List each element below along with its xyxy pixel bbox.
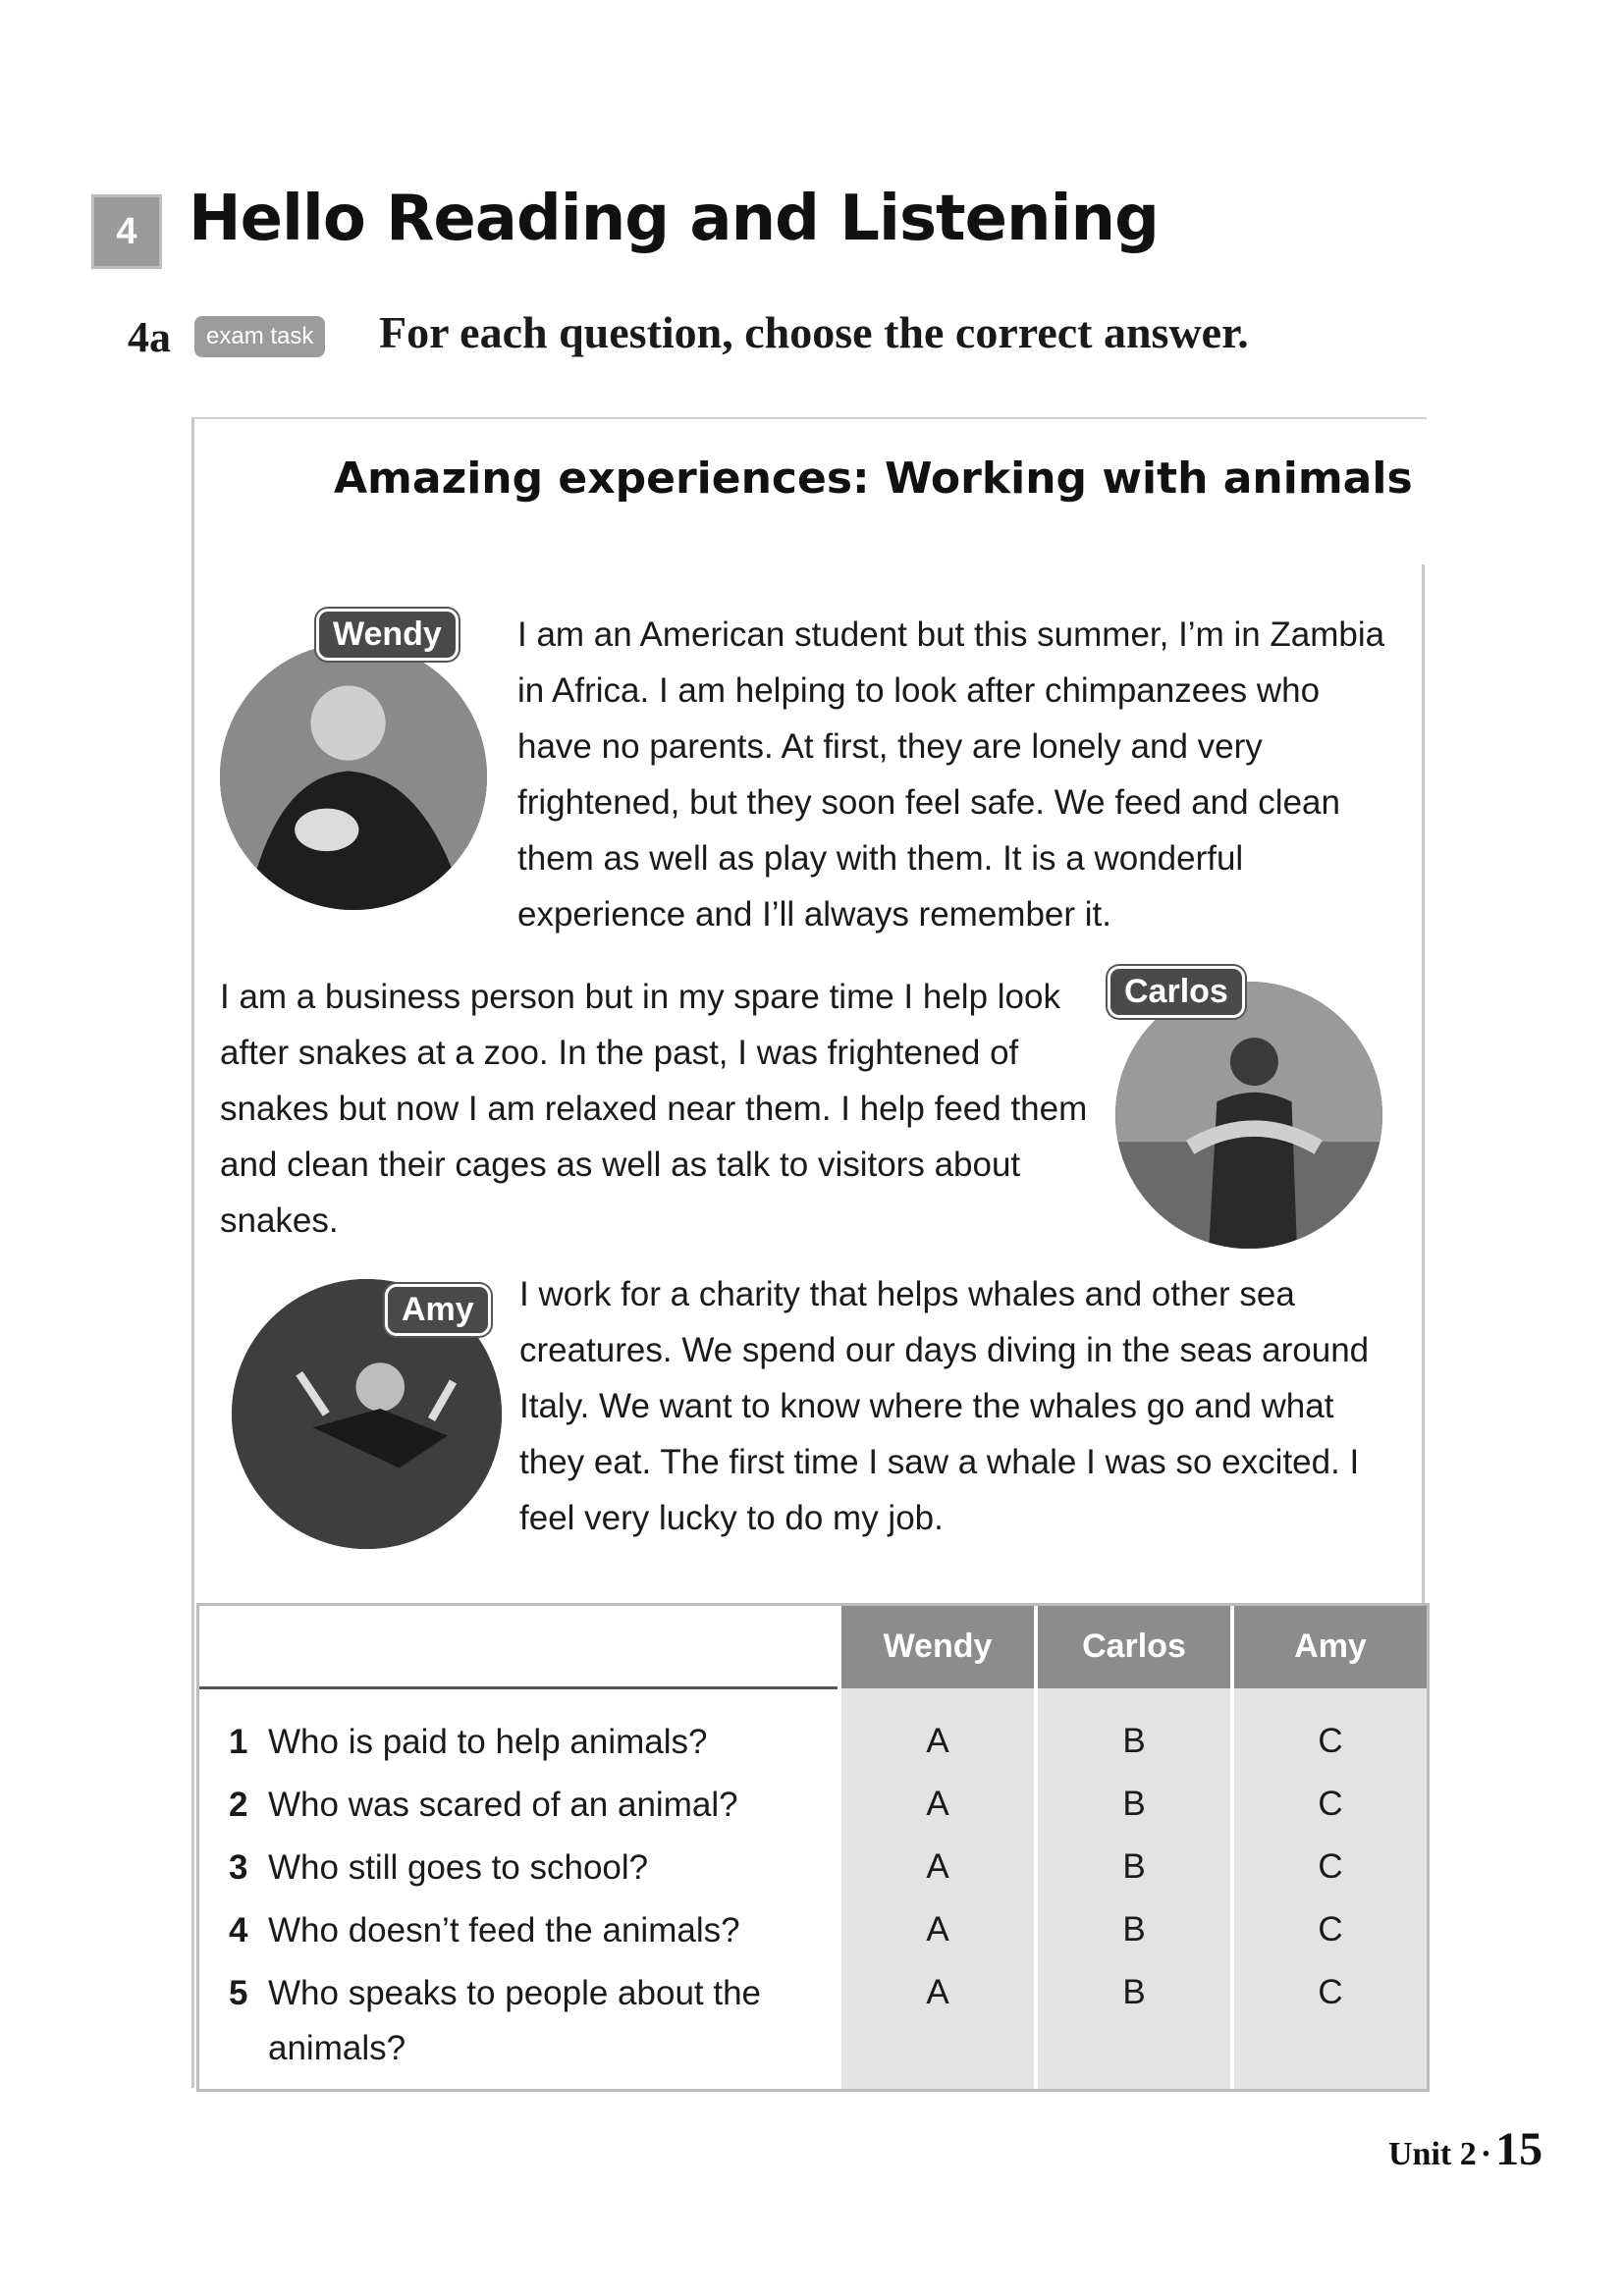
amy-paragraph: I work for a charity that helps whales and other sea creatures. We spend our days diving in the seas around Italy. We want to know where the whales go and what they eat. The first time I saw a whale I was so excited. I feel very lucky to do my job. (519, 1275, 1370, 1537)
section-number-badge: 4 (91, 194, 162, 269)
carlos-name-tag: Carlos (1108, 966, 1245, 1018)
question-row (229, 1899, 838, 1962)
carlos-options-column (1036, 1688, 1232, 2090)
wendy-name-tag: Wendy (316, 609, 459, 661)
exam-task-badge: exam task (194, 316, 325, 357)
question-number: 3 (229, 1848, 248, 1887)
option-b[interactable]: B (1122, 1972, 1146, 2011)
question-row (229, 1837, 838, 1899)
section-title: Hello Reading and Listening (189, 183, 1159, 255)
column-header-amy: Amy (1232, 1606, 1427, 1688)
wendy-options-column (839, 1688, 1036, 2090)
option-b[interactable]: B (1122, 1784, 1146, 1823)
unit-label: Unit 2 (1388, 2136, 1477, 2172)
option-a[interactable]: A (926, 1972, 949, 2011)
option-a[interactable]: A (926, 1846, 949, 1886)
question-text: Who doesn’t feed the animals? (268, 1911, 740, 1949)
task-number: 4a (128, 313, 171, 361)
column-header-carlos: Carlos (1036, 1606, 1232, 1688)
question-number: 2 (229, 1786, 248, 1824)
carlos-photo (1115, 982, 1382, 1249)
page-number: 15 (1495, 2123, 1543, 2175)
question-number: 5 (229, 1974, 248, 2012)
option-b[interactable]: B (1122, 1909, 1146, 1949)
option-b[interactable]: B (1122, 1721, 1146, 1760)
wendy-paragraph: I am an American student but this summer, I’m in Zambia in Africa. I am helping to look after chimpanzees who have no parents. At first, they are lonely and very frightened, but they soon feel safe. We feed and clean them as well as play with them. It is a wonderful experience and I’ll always remember it. (517, 615, 1385, 934)
question-text: Who still goes to school? (268, 1848, 649, 1887)
amy-options-column (1232, 1688, 1427, 2090)
wendy-photo-image (220, 643, 487, 910)
column-header-wendy: Wendy (839, 1606, 1036, 1688)
wendy-photo (220, 643, 487, 910)
option-b[interactable]: B (1122, 1846, 1146, 1886)
footer-separator: · (1480, 2136, 1492, 2172)
option-a[interactable]: A (926, 1784, 949, 1823)
carlos-photo-image (1115, 982, 1382, 1249)
table-header-blank (199, 1606, 839, 1688)
option-c[interactable]: C (1318, 1909, 1343, 1949)
answer-table (196, 1603, 1430, 2092)
option-c[interactable]: C (1318, 1721, 1343, 1760)
option-a[interactable]: A (926, 1909, 949, 1949)
option-c[interactable]: C (1318, 1846, 1343, 1886)
question-number: 4 (229, 1911, 248, 1949)
question-number: 1 (229, 1723, 248, 1761)
option-c[interactable]: C (1318, 1972, 1343, 2011)
question-text: Who speaks to people about the animals? (268, 1974, 762, 2067)
option-a[interactable]: A (926, 1721, 949, 1760)
question-text: Who is paid to help animals? (268, 1723, 708, 1761)
article-title: Amazing experiences: Working with animals (334, 454, 1413, 504)
question-row (229, 1711, 838, 1774)
question-row (229, 1962, 779, 2076)
amy-name-tag: Amy (385, 1284, 491, 1336)
questions-column (199, 1688, 839, 2090)
carlos-paragraph: I am a business person but in my spare time I help look after snakes at a zoo. In the past, I was frightened of snakes but now I am relaxed near them. I help feed them and clean their cages as well as talk to visitors about snakes. (220, 978, 1088, 1240)
task-instruction: For each question, choose the correct answer. (379, 307, 1249, 357)
question-row (229, 1774, 838, 1837)
option-c[interactable]: C (1318, 1784, 1343, 1823)
page-footer (1388, 2122, 1542, 2176)
question-text: Who was scared of an animal? (268, 1786, 738, 1824)
